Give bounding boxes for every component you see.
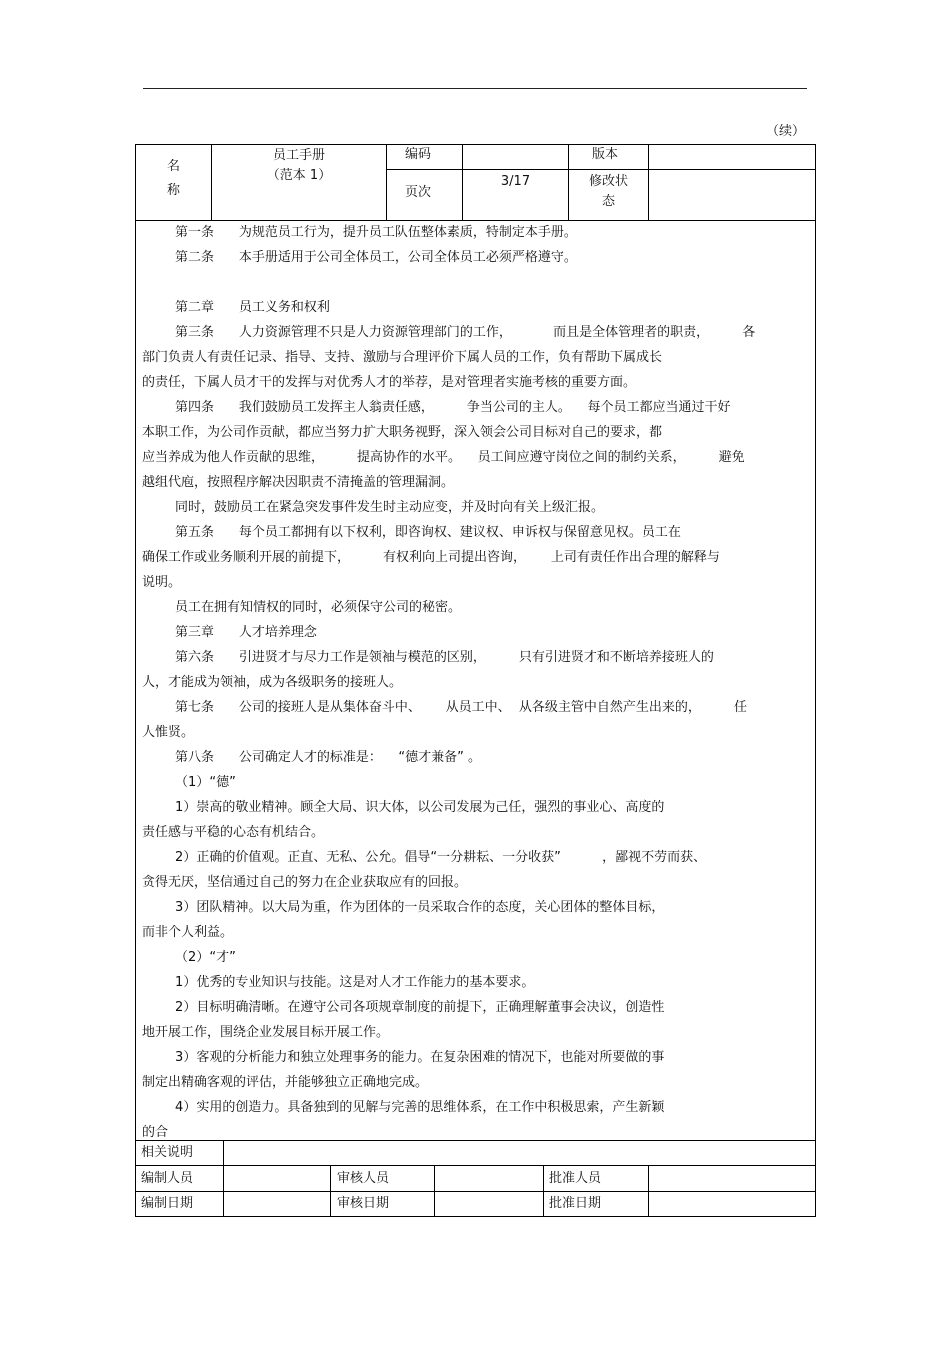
body-line: 贪得无厌，坚信通过自己的努力在企业获取应有的回报。 (142, 875, 468, 890)
prepared-date-label: 编制日期 (141, 1196, 194, 1211)
header-divider (648, 144, 649, 220)
body-line: 同时，鼓励员工在紧急突发事件发生时主动应变，并及时向有关上级汇报。 (142, 500, 605, 515)
continued-label: （续） (766, 124, 806, 139)
body-line: 而非个人利益。 (142, 925, 234, 940)
approved-by-label: 批准人员 (549, 1171, 602, 1186)
body-line: 部门负责人有责任记录、指导、支持、激励与合理评价下属人员的工作，负有帮助下属成长 (142, 350, 663, 365)
body-line: 的责任，下属人员才干的发挥与对优秀人才的举荐，是对管理者实施考核的重要方面。 (142, 375, 637, 390)
body-line: 说明。 (142, 575, 182, 590)
footer-divider (434, 1165, 435, 1217)
footer-divider (543, 1165, 544, 1217)
body-line: 第三章 人才培养理念 (142, 625, 317, 640)
body-line: 1）崇高的敬业精神。顾全大局、识大体，以公司发展为己任，强烈的事业心、高度的 (142, 800, 665, 815)
code-label: 编码 (405, 147, 432, 162)
body-line: 员工在拥有知情权的同时，必须保守公司的秘密。 (142, 600, 462, 615)
reviewed-date-label: 审核日期 (337, 1196, 390, 1211)
body-line: （2）“才” (142, 950, 236, 965)
footer-divider (223, 1140, 224, 1217)
body-line: 本职工作，为公司作贡献，都应当努力扩大职务视野，深入领会公司目标对自己的要求，都 (142, 425, 663, 440)
approved-date-label: 批准日期 (549, 1196, 602, 1211)
prepared-by-label: 编制人员 (141, 1171, 194, 1186)
body-line: 越组代庖，按照程序解决因职责不清掩盖的管理漏洞。 (142, 475, 455, 490)
body-line: 制定出精确客观的评估，并能够独立正确地完成。 (142, 1075, 429, 1090)
header-divider (386, 144, 387, 220)
body-line: 2）正确的价值观。正直、无私、公允。倡导“一分耕耘、一分收获” ，鄙视不劳而获、 (142, 850, 707, 865)
body-line: 确保工作或业务顺利开展的前提下， 有权利向上司提出咨询， 上司有责任作出合理的解释与 (142, 550, 720, 565)
page-value: 3/17 (500, 174, 531, 189)
revision-label: 修改状 态 (588, 174, 628, 209)
body-line: 应当养成为他人作贡献的思维， 提高协作的水平。 员工间应遵守岗位之间的制约关系， 避免 (142, 450, 745, 465)
body-line: 第三条 人力资源管理不只是人力资源管理部门的工作， 而且是全体管理者的职责， 各 (142, 325, 756, 340)
body-line: 第八条 公司确定人才的标准是： “德才兼备” 。 (142, 750, 481, 765)
body-line (142, 270, 810, 295)
body-line: 人惟贤。 (142, 725, 195, 740)
page-label: 页次 (405, 185, 432, 200)
top-rule (143, 88, 807, 89)
body-line: 4）实用的创造力。具备独到的见解与完善的思维体系，在工作中积极思索，产生新颖 (142, 1100, 665, 1115)
body-line: 第五条 每个员工都拥有以下权利，即咨询权、建议权、申诉权与保留意见权。员工在 (142, 525, 681, 540)
body-line: 第二章 员工义务和权利 (142, 300, 330, 315)
body-line: 的合 (142, 1125, 169, 1140)
body-line: 1）优秀的专业知识与技能。这是对人才工作能力的基本要求。 (142, 975, 535, 990)
body-line: 第四条 我们鼓励员工发挥主人翁责任感， 争当公司的主人。 每个员工都应当通过干好 (142, 400, 731, 415)
body-line: 2）目标明确清晰。在遵守公司各项规章制度的前提下，正确理解董事会决议，创造性 (142, 1000, 665, 1015)
body-line: 责任感与平稳的心态有机结合。 (142, 825, 325, 840)
footer-row-divider (135, 1191, 816, 1192)
document-title: 员工手册 （范本 1） (266, 148, 332, 183)
body-line: 地开展工作，围绕企业发展目标开展工作。 (142, 1025, 390, 1040)
footer-divider (330, 1165, 331, 1217)
reviewed-by-label: 审核人员 (337, 1171, 390, 1186)
footer-top-rule (135, 1140, 816, 1141)
handbook-body (142, 220, 810, 1145)
body-line: 第六条 引进贤才与尽力工作是领袖与模范的区别， 只有引进贤才和不断培养接班人的 (142, 650, 714, 665)
body-line: 3）客观的分析能力和独立处理事务的能力。在复杂困难的情况下，也能对所要做的事 (142, 1050, 665, 1065)
body-line: 第二条 本手册适用于公司全体员工，公司全体员工必须严格遵守。 (142, 250, 577, 265)
body-line: 人，才能成为领袖，成为各级职务的接班人。 (142, 675, 403, 690)
footer-divider (648, 1165, 649, 1217)
name-label: 名 称 (166, 159, 180, 198)
body-line: 第一条 为规范员工行为，提升员工队伍整体素质，特制定本手册。 (142, 225, 577, 240)
notes-label: 相关说明 (141, 1145, 194, 1160)
body-line: （1）“德” (142, 775, 236, 790)
body-line: 第七条 公司的接班人是从集体奋斗中、 从员工中、 从各级主管中自然产生出来的， 任 (142, 700, 747, 715)
body-line: 3）团队精神。以大局为重，作为团体的一员采取合作的态度，关心团体的整体目标， (142, 900, 665, 915)
header-row-divider (386, 169, 816, 170)
footer-row-divider (135, 1165, 816, 1166)
version-label: 版本 (592, 147, 619, 162)
